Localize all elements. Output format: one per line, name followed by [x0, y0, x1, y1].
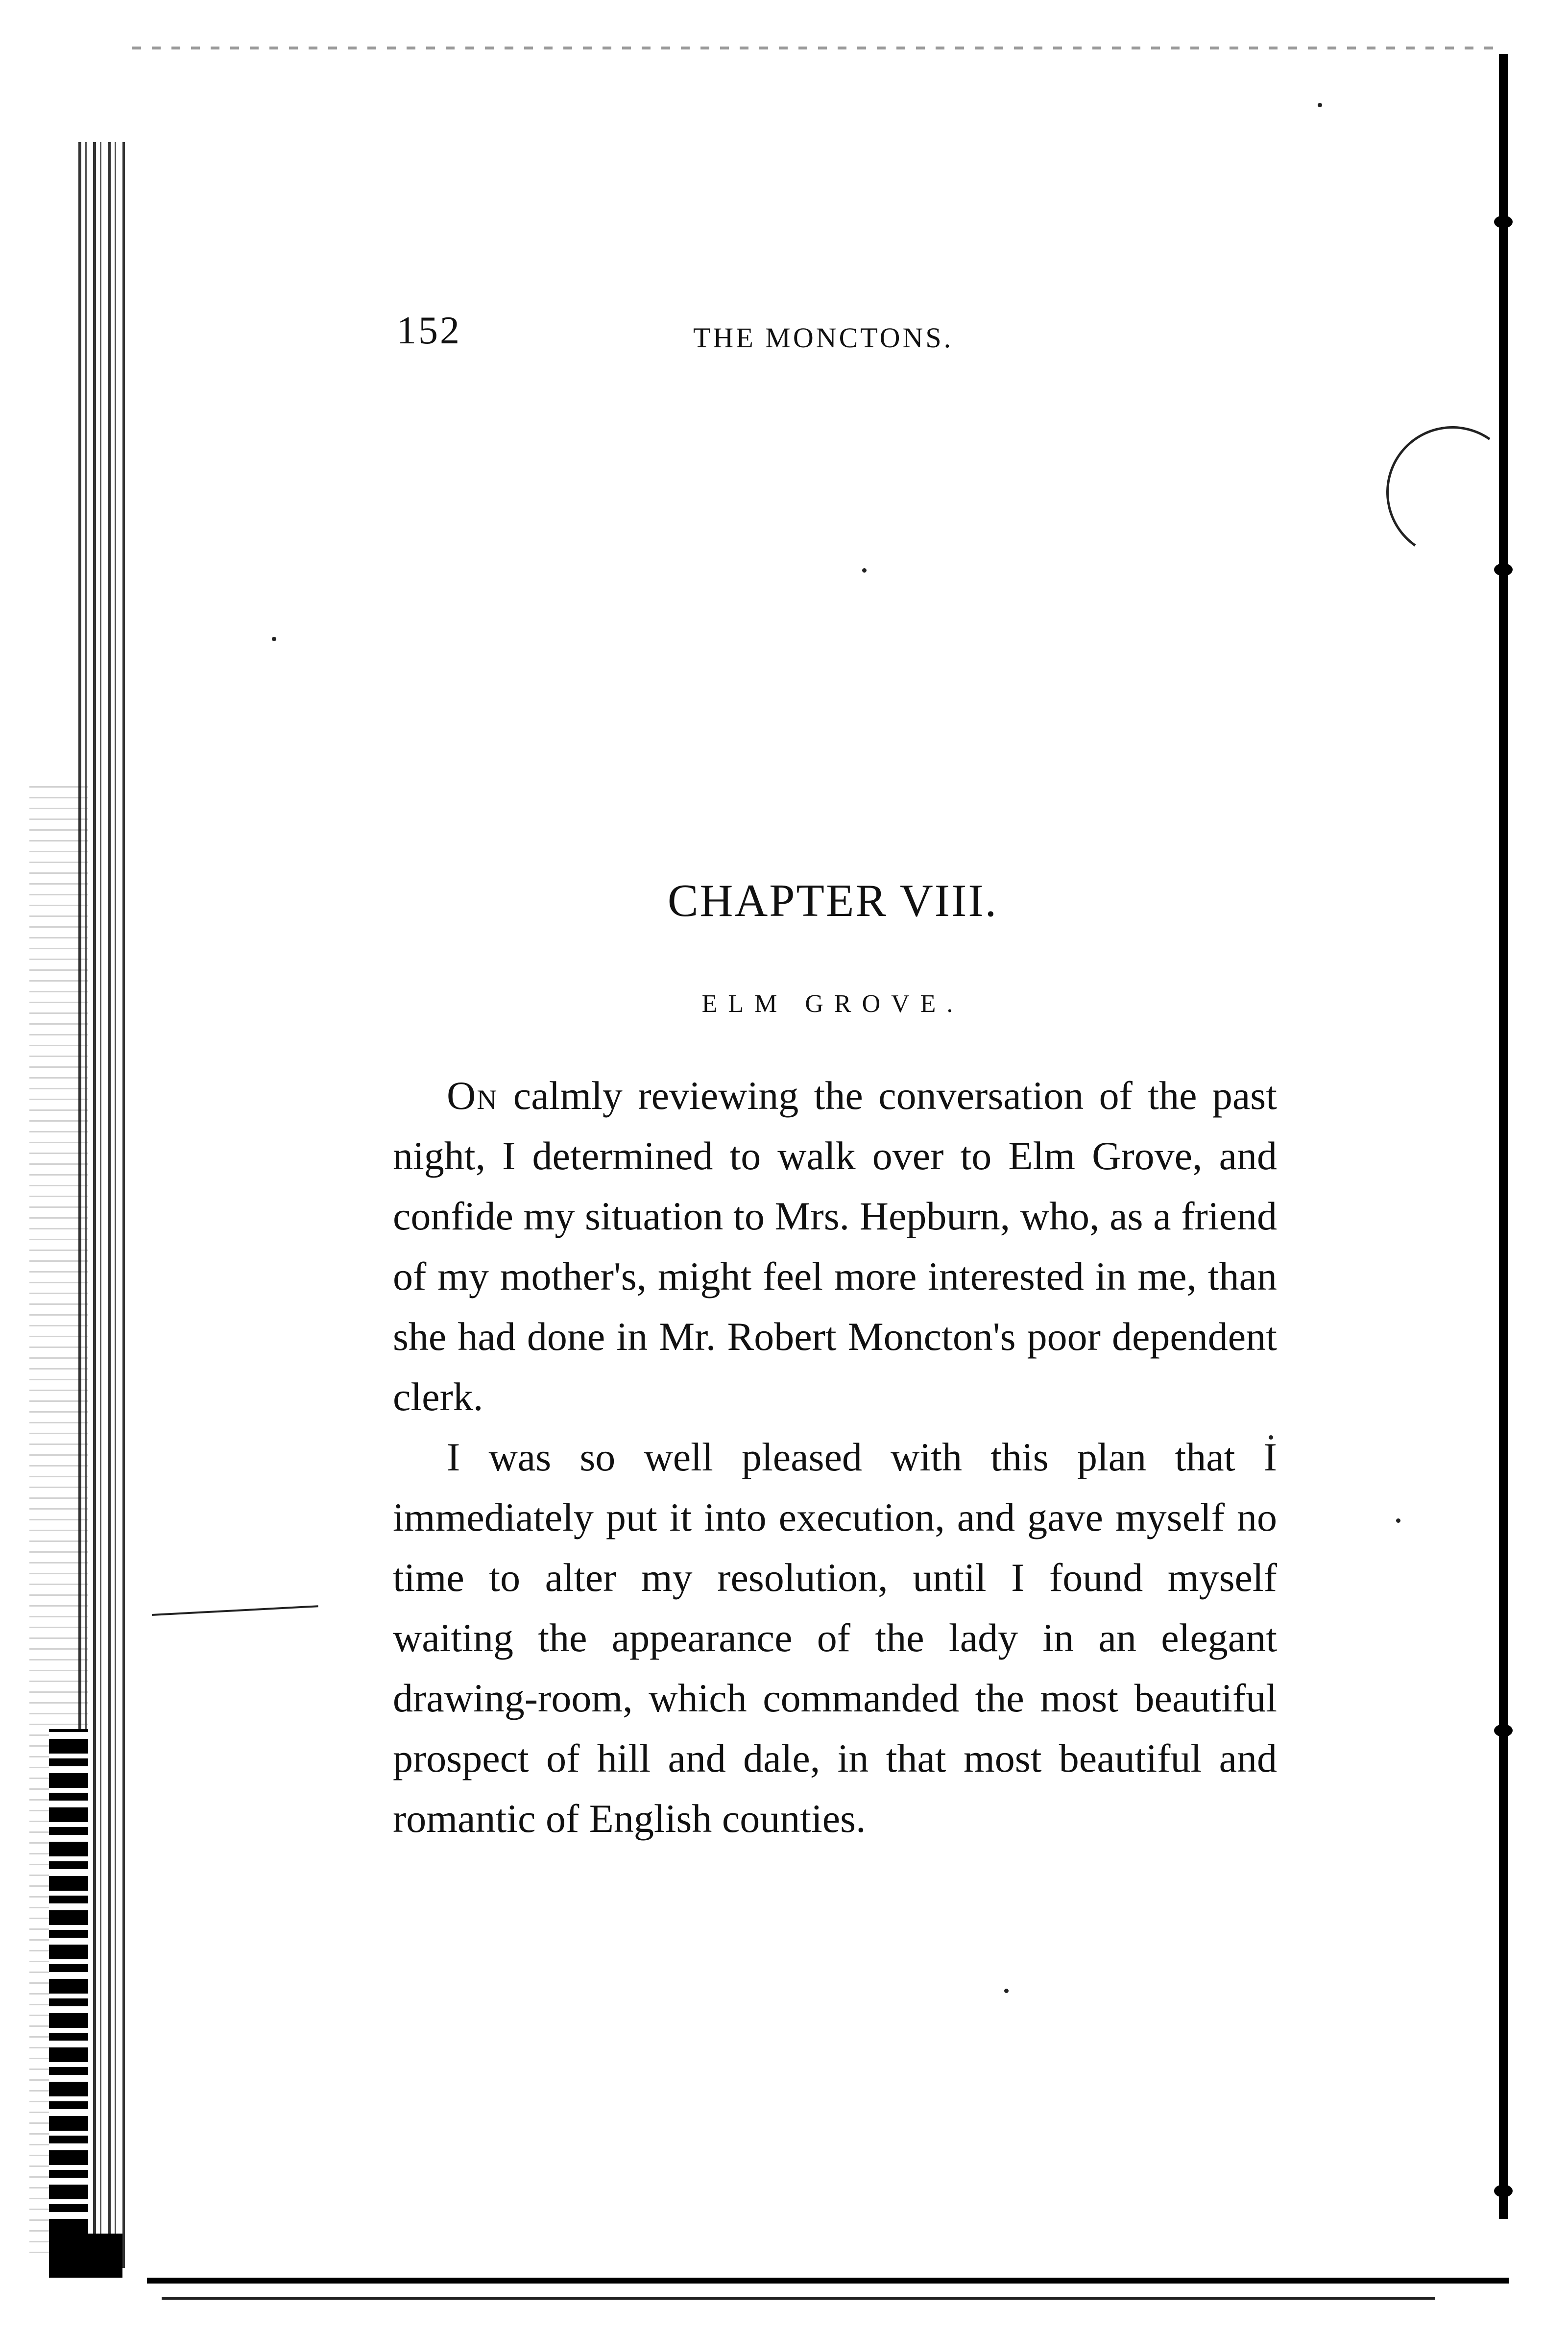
paragraph-text: calmly reviewing the conversation of the past night, I determined to walk over to Elm Grove, and confide my situation to Mrs. Hepburn, who, as a friend of my mother's, might feel more interested in me, than she had done in Mr. Robert Moncton's poor dependent clerk.: [393, 1073, 1277, 1419]
stray-pencil-mark: [152, 1605, 318, 1616]
scan-dark-corner: [49, 2234, 122, 2278]
page-number: 152: [397, 309, 461, 352]
edge-mark-1: [1494, 216, 1513, 228]
page-right-edge: [1499, 54, 1508, 2219]
page-bottom-edge: [147, 2278, 1509, 2284]
edge-mark-3: [1494, 1724, 1513, 1737]
paragraph-2: [393, 1427, 1277, 1849]
edge-mark-2: [1494, 563, 1513, 576]
book-title: THE MONCTONS.: [693, 322, 954, 354]
chapter-body: [393, 1065, 1277, 1849]
speck: [1004, 1989, 1009, 1993]
running-head: [397, 309, 1279, 358]
library-barcode-strip: [49, 1729, 88, 2268]
chapter-heading: CHAPTER VIII.: [667, 875, 998, 926]
page-bottom-edge-shadow: [162, 2297, 1435, 2300]
speck: [1396, 1518, 1400, 1523]
chapter-subtitle: ELM GROVE.: [701, 990, 964, 1018]
speck: [1318, 103, 1322, 107]
page-top-edge: [132, 47, 1499, 49]
speck: [272, 637, 276, 641]
edge-mark-4: [1494, 2185, 1513, 2197]
paragraph-1: [393, 1065, 1277, 1427]
speck: [862, 568, 867, 573]
paragraph-lead-in: On: [447, 1073, 498, 1118]
paragraph-text: I was so well pleased with this plan that I immediately put it into execution, and gave myself no time to alter my resolution, until I found myself waiting the appearance of the lady in an elegant drawing-room, which commanded the most beautiful prospect of hill and dale, in that most beautiful and romantic of English counties.: [393, 1435, 1277, 1841]
